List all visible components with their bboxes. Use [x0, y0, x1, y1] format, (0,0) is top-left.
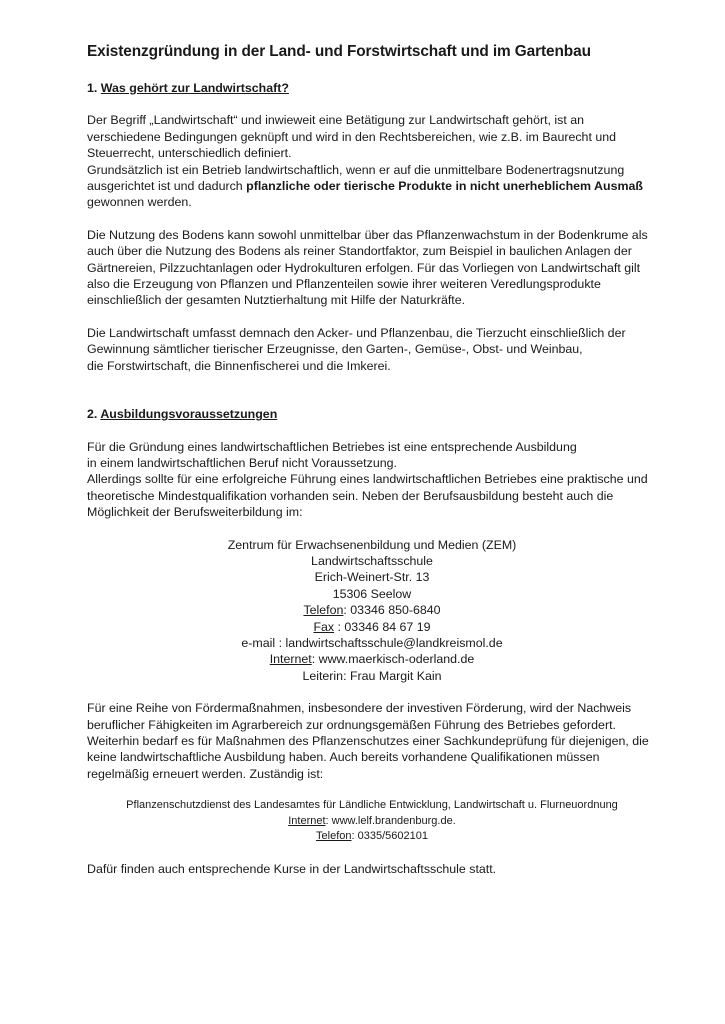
text-line: Grundsätzlich ist ein Betrieb landwirtschaftlich, wenn er auf die unmittelbare Bodenertragsnutzung — [87, 162, 625, 177]
bold-text: pflanzliche oder tierische Produkte in nicht unerheblichem Ausmaß — [246, 179, 643, 194]
text-line: Die Nutzung des Bodens kann sowohl unmittelbar über das Pflanzenwachstum in der Bodenkrume als — [87, 227, 648, 242]
zem-city: 15306 Seelow — [332, 586, 412, 601]
text-line: also die Erzeugung von Pflanzen und Pflanzenteilen sowie ihrer weiteren Veredlungsprodukte — [87, 277, 601, 292]
text-line: Die Landwirtschaft umfasst demnach den Acker- und Pflanzenbau, die Tierzucht einschließlich der — [87, 325, 626, 340]
zem-street: Erich-Weinert-Str. 13 — [314, 570, 430, 585]
zem-phone — [87, 602, 657, 618]
text-line: Allerdings sollte für eine erfolgreiche Führung eines landwirtschaftlichen Betriebes eine praktische und — [87, 472, 648, 487]
page-title: Existenzgründung in der Land- und Forstwirtschaft und im Gartenbau — [87, 43, 591, 60]
zem-email[interactable]: e-mail : landwirtschaftsschule@landkreismol.de — [241, 635, 503, 650]
text-line: Gärtnereien, Pilzzuchtanlagen oder Hydrokulturen erfolgen. Für das Vorliegen von Landwirtschaft gilt — [87, 260, 641, 275]
text-line: auch über die Nutzung des Bodens als reiner Standortfaktor, zum Beispiel in baulichen Anlagen der — [87, 244, 632, 259]
internet-label: Internet — [269, 652, 312, 667]
text-line: Steuerrecht, unterschiedlich definiert. — [87, 146, 292, 161]
psd-internet — [87, 814, 657, 830]
text-line: Weiterhin bedarf es für Maßnahmen des Pflanzenschutzes einer Sachkundeprüfung für diejenigen, die — [87, 734, 649, 748]
text-line: beruflicher Fähigkeiten im Agrarbereich zur ordnungsgemäßen Führung des Betriebes gefordert. — [87, 717, 616, 732]
psd-address-block — [87, 798, 657, 845]
section-1-paragraph-2 — [87, 227, 657, 309]
fax-label: Fax — [313, 619, 335, 634]
section-1-number: 1. — [87, 81, 98, 95]
text-line: Für die Gründung eines landwirtschaftlichen Betriebes ist eine entsprechende Ausbildung — [87, 439, 577, 454]
text-line: die Forstwirtschaft, die Binnenfischerei und die Imkerei. — [87, 358, 391, 373]
phone-label: Telefon — [303, 603, 344, 618]
section-1-title: Was gehört zur Landwirtschaft? — [100, 81, 289, 95]
text-line: Für eine Reihe von Fördermaßnahmen, insbesondere der investiven Förderung, wird der Nachweis — [87, 701, 632, 716]
phone-number: : 03346 850-6840 — [343, 603, 441, 618]
zem-name: Zentrum für Erwachsenenbildung und Medien (ZEM) — [227, 537, 517, 552]
text-line: Der Begriff „Landwirtschaft“ und inwieweit eine Betätigung zur Landwirtschaft gehört, ist an — [87, 113, 585, 128]
psd-name: Pflanzenschutzdienst des Landesamtes für Ländliche Entwicklung, Landwirtschaft u. Flurneuordnung — [126, 799, 618, 812]
zem-internet — [87, 651, 657, 667]
text-run: ausgerichtet ist und dadurch — [87, 179, 247, 194]
website-link[interactable]: : www.lelf.brandenburg.de. — [325, 814, 456, 827]
website-link[interactable]: : www.maerkisch-oderland.de — [311, 652, 475, 667]
phone-label: Telefon — [316, 830, 352, 843]
text-line: gewonnen werden. — [87, 195, 192, 210]
section-1-paragraph-3 — [87, 325, 657, 374]
text-line: regelmäßig erneuert werden. Zuständig ist: — [87, 766, 324, 781]
section-2-paragraph-1 — [87, 439, 657, 521]
zem-head: Leiterin: Frau Margit Kain — [302, 668, 442, 683]
zem-school: Landwirtschaftsschule — [311, 553, 433, 568]
section-2-title: Ausbildungsvoraussetzungen — [100, 407, 278, 422]
text-line: theoretische Mindestqualifikation vorhanden sein. Neben der Berufsausbildung besteht auch die — [87, 488, 614, 503]
document-page — [87, 42, 657, 877]
text-line: Möglichkeit der Berufsweiterbildung im: — [87, 505, 303, 520]
text-line: keine landwirtschaftliche Ausbildung haben. Auch bereits vorhandene Qualifikationen müssen — [87, 750, 600, 765]
text-line — [87, 178, 657, 194]
section-1-paragraph-1 — [87, 112, 657, 210]
internet-label: Internet — [288, 814, 326, 827]
zem-address-block — [87, 537, 657, 685]
section-2-paragraph-3: Dafür finden auch entsprechende Kurse in der Landwirtschaftsschule statt. — [87, 862, 497, 876]
text-line: in einem landwirtschaftlichen Beruf nicht Voraussetzung. — [87, 455, 397, 470]
fax-number: : 03346 84 67 19 — [334, 619, 431, 634]
section-2-heading — [87, 406, 657, 422]
section-1-heading — [87, 80, 657, 96]
text-line: Gewinnung sämtlicher tierischer Erzeugnisse, den Garten-, Gemüse-, Obst- und Weinbau, — [87, 342, 583, 357]
zem-fax — [87, 619, 657, 635]
phone-number: : 0335/5602101 — [351, 830, 428, 843]
section-2-paragraph-2 — [87, 700, 657, 782]
psd-phone — [87, 829, 657, 845]
text-line: einschließlich der gesamten Nutztierhaltung mit Hilfe der Naturkräfte. — [87, 293, 466, 308]
section-2-number: 2. — [87, 407, 98, 422]
text-line: verschiedene Bedingungen geknüpft und wird in den Rechtsbereichen, wie z.B. im Baurecht und — [87, 129, 616, 144]
